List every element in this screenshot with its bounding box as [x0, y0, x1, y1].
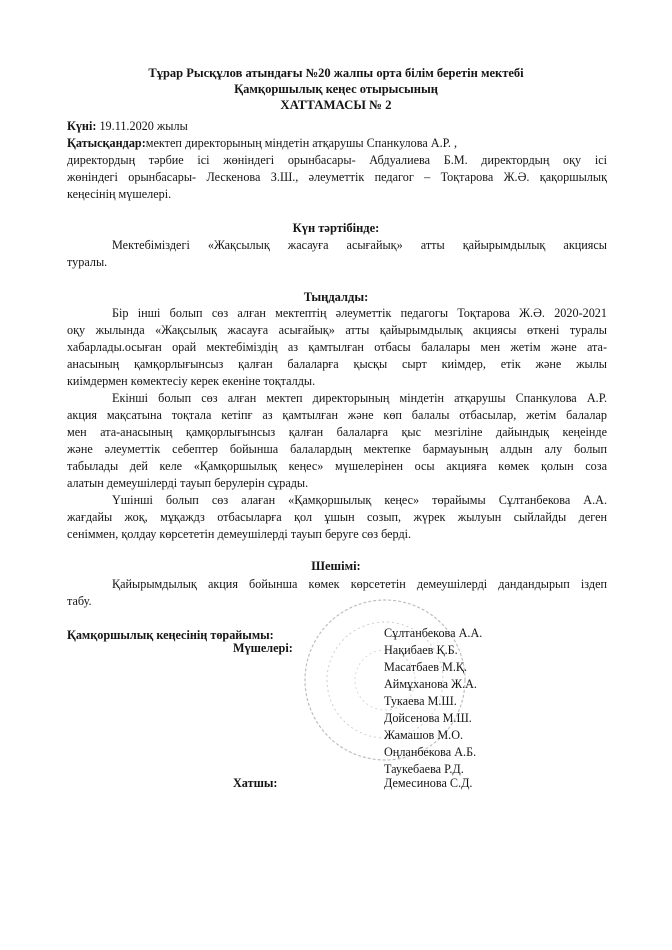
heard-line-6: акция мақсатына тоқтала кетіпғ аз қамтылған және көп балалы отбасылар, жетім балалар	[67, 408, 607, 422]
member-name: Дойсенова М.Ш.	[384, 711, 472, 725]
heard-line-12: жағдайы жоқ, мұқаждз отбасыларға қол ұшын созып, жүрек жылуын сыйлайды деген	[67, 510, 607, 524]
heard-line-7: мен ата-анасының қамқорлығынсыз қалған балаларға қыс мезгіліне дайындық кеңеінде	[67, 425, 607, 439]
participants-line-0	[67, 136, 457, 151]
agenda-line-0: Мектебіміздегі «Жақсылық жасауға асығайық» атты қайырымдылық акциясы	[112, 238, 607, 252]
heard-line-0: Бір інші болып сөз алған мектептің әлеуметтік педагогы Тоқтарова Ж.Ә. 2020-2021	[112, 306, 607, 320]
heard-line-11: Үшінші болып сөз алаған «Қамқоршылық кеңес» төрайымы Сұлтанбекова А.А.	[112, 493, 607, 507]
participants-line-1: директордың тәрбие ісі жөніндегі орынбасары- Абдуалиева Б.М. директордың оқу ісі	[67, 153, 607, 167]
council-meeting-title: Қамқоршылық кеңес отырысының	[234, 82, 438, 96]
participants-line-2: жөніндегі орынбасары- Лескенова З.Ш., әлеуметтік педагог – Тоқтарова Ж.Ә. қақоршылық	[67, 170, 607, 184]
heard-line-5: Екінші болып сөз алған мектеп директорының міндетін атқарушы Спанкулова А.Р.	[112, 391, 607, 405]
school-name: Тұрар Рысқұлов атындағы №20 жалпы орта білім беретін мектебі	[148, 66, 524, 80]
heard-line-2: хабарлады.осыған орай мектебіміздің аз қамтылған отбасы балалары мен жетім және ата-	[67, 340, 607, 354]
decision-line-1: табу.	[67, 594, 92, 608]
heard-line-1: оқу жылында «Жақсылық жасауға асығайық» атты қайырымдылық акциясы өткені туралы	[67, 323, 607, 337]
decision-title: Шешімі:	[311, 559, 361, 573]
member-name: Нақибаев Қ.Б.	[384, 643, 458, 657]
heard-line-4: киімдермен көмектесіу керек екеніне тоқталды.	[67, 374, 316, 388]
participants-line-3: кеңесінің мүшелері.	[67, 187, 172, 201]
heard-line-9: табылады дей келе «Қамқоршылық кеңес» мүшелерінен осы акцияға көмек қолын соза	[67, 459, 607, 473]
secretary-name: Демесинова С.Д.	[384, 776, 473, 790]
chair-label: Қамқоршылық кеңесінің төрайымы:	[67, 628, 274, 642]
participants-label: Қатысқандар:	[67, 136, 146, 150]
member-name: Таукебаева Р.Д.	[384, 762, 464, 776]
chair-name: Сұлтанбекова А.А.	[384, 626, 483, 640]
protocol-number: ХАТТАМАСЫ № 2	[280, 98, 392, 112]
member-name: Оңланбекова А.Б.	[384, 745, 477, 759]
date-line	[67, 119, 188, 134]
member-name: Жамашов М.О.	[384, 728, 464, 742]
heard-line-3: анасының қамқорлығынсыз қалған балаларға қысқы сырт киімдер, етік және жылы	[67, 357, 607, 371]
heard-line-13: сеніммен, қолдау көрсететін демеушілерді тауып беруге сөз берді.	[67, 527, 412, 541]
members-label: Мүшелері:	[233, 641, 293, 655]
secretary-label: Хатшы:	[233, 776, 278, 790]
member-name: Масатбаев М.Қ.	[384, 660, 468, 674]
agenda-title: Күн тәртібінде:	[292, 221, 380, 235]
participants-text: мектеп директорының міндетін атқарушы Спанкулова А.Р. ,	[145, 136, 458, 150]
agenda-line-1: туралы.	[67, 255, 108, 269]
heard-title: Тыңдалды:	[303, 290, 369, 304]
heard-line-8: және әлеуметтік себептер бойынша балалардың мектепке бармауының алдын алу болып	[67, 442, 607, 456]
date-label: Күні:	[67, 119, 97, 133]
date-value: 19.11.2020 жылы	[96, 119, 188, 133]
decision-line-0: Қайырымдылық акция бойынша көмек көрсететін демеушілерді дандандырып іздеп	[112, 577, 607, 591]
member-name: Аймұханова Ж.А.	[384, 677, 477, 691]
heard-line-10: алатын демеушілерді тауып берулерін сұрады.	[67, 476, 309, 490]
member-name: Тукаева М.Ш.	[384, 694, 457, 708]
